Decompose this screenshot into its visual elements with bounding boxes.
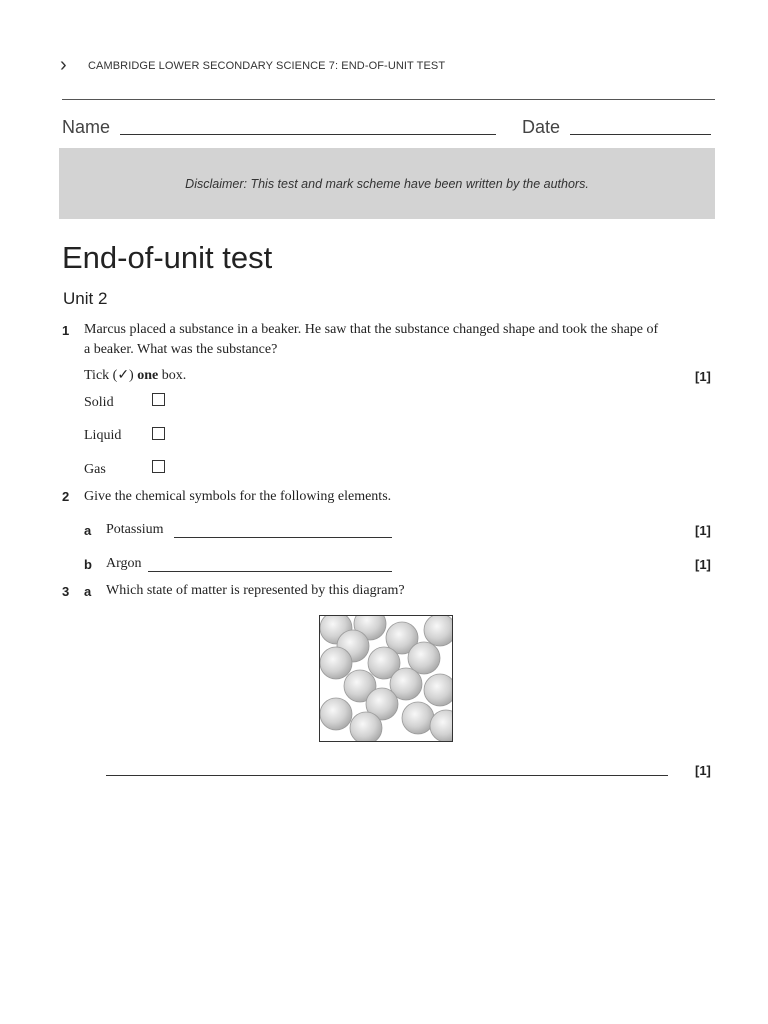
- question-1-text-line1: Marcus placed a substance in a beaker. He saw that the substance changed shape and took the shape of: [84, 322, 659, 337]
- header-divider: [62, 99, 715, 100]
- question-3a-letter: a: [84, 584, 92, 599]
- particle: [424, 616, 453, 646]
- option-solid-label: Solid: [84, 395, 114, 410]
- particle: [402, 702, 434, 734]
- tick-bold: one: [137, 368, 159, 383]
- particles: [320, 616, 453, 742]
- question-2a-label: Potassium: [106, 522, 164, 537]
- name-label: Name: [62, 117, 111, 137]
- question-2-number: 2: [62, 489, 70, 504]
- particle: [350, 712, 382, 742]
- question-1-number: 1: [62, 323, 70, 338]
- test-title: End-of-unit test: [62, 240, 273, 275]
- answer-3a-field[interactable]: [106, 775, 668, 776]
- tick-instruction: [84, 366, 186, 385]
- answer-2a-field[interactable]: [174, 537, 392, 538]
- option-liquid-label: Liquid: [84, 428, 122, 443]
- question-2a-letter: a: [84, 523, 92, 538]
- option-solid-checkbox[interactable]: [152, 393, 165, 406]
- question-2b-label: Argon: [106, 556, 142, 571]
- disclaimer-box: [59, 148, 715, 219]
- question-1-marks: [1]: [695, 369, 711, 384]
- option-gas-label: Gas: [84, 462, 106, 477]
- particle-diagram-svg: [320, 616, 453, 742]
- question-2a-marks: [1]: [695, 523, 711, 538]
- question-1-text-line2: a beaker. What was the substance?: [84, 342, 278, 357]
- particle: [424, 674, 453, 706]
- question-3-number: 3: [62, 584, 70, 599]
- question-2-text: Give the chemical symbols for the following elements.: [84, 489, 392, 504]
- chevron-icon: ›: [60, 54, 67, 76]
- particle-diagram: [319, 615, 453, 742]
- unit-heading: Unit 2: [63, 289, 108, 308]
- option-gas-checkbox[interactable]: [152, 460, 165, 473]
- tick-suffix: box.: [161, 368, 187, 383]
- question-2b-letter: b: [84, 557, 92, 572]
- disclaimer-text: Disclaimer: This test and mark scheme have been written by the authors.: [185, 177, 589, 191]
- particle: [320, 647, 352, 679]
- option-liquid-checkbox[interactable]: [152, 427, 165, 440]
- date-label: Date: [522, 117, 561, 137]
- header-title: CAMBRIDGE LOWER SECONDARY SCIENCE 7: END-OF-UNIT TEST: [88, 60, 446, 72]
- question-3a-text: Which state of matter is represented by this diagram?: [106, 583, 405, 598]
- question-3a-marks: [1]: [695, 763, 711, 778]
- particle: [320, 698, 352, 730]
- name-field[interactable]: [120, 134, 496, 135]
- date-field[interactable]: [570, 134, 711, 135]
- answer-2b-field[interactable]: [148, 571, 392, 572]
- tick-prefix: Tick (✓): [84, 368, 134, 383]
- question-2b-marks: [1]: [695, 557, 711, 572]
